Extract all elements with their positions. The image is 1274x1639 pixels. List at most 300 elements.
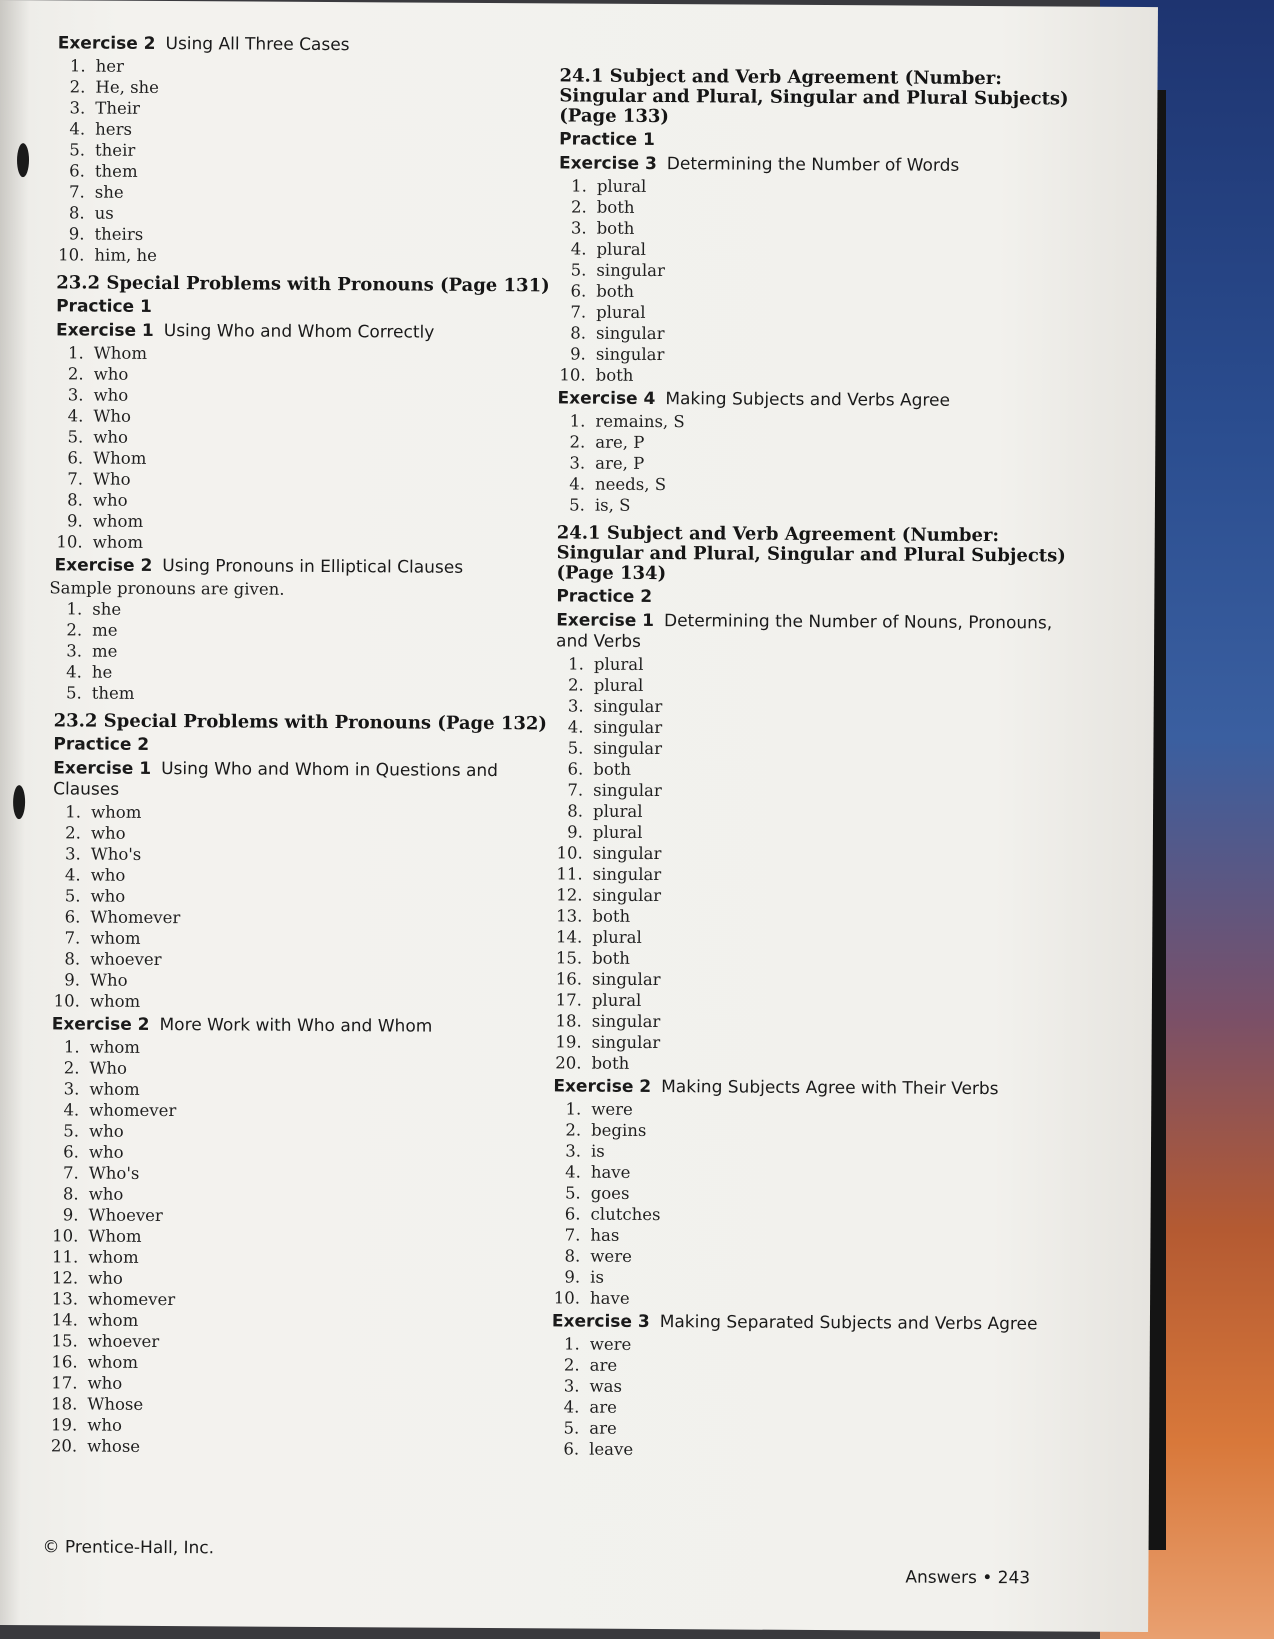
answer-number: 17. <box>555 990 582 1010</box>
answer-text: clutches <box>590 1204 661 1225</box>
answer-list <box>49 342 550 555</box>
answer-number: 6. <box>67 448 84 468</box>
answer-number: 8. <box>64 949 81 969</box>
answer-item <box>45 1120 545 1144</box>
exercise-number: Exercise 4 <box>557 388 656 410</box>
answer-item <box>47 801 547 825</box>
answer-text: both <box>596 281 635 301</box>
answer-number: 9. <box>567 822 583 842</box>
exercise-section <box>43 1014 546 1459</box>
answer-item <box>44 1309 544 1333</box>
answer-number: 4. <box>64 865 81 885</box>
answer-item <box>547 1203 1067 1227</box>
answer-number: 4. <box>67 406 84 426</box>
practice-heading: Practice 2 <box>53 734 150 755</box>
exercise-number: Exercise 2 <box>553 1076 652 1097</box>
answer-number: 1. <box>565 1099 582 1119</box>
exercise-title: Using Who and Whom in Questions and Clauses <box>53 758 499 800</box>
answer-text: whoever <box>87 1331 160 1351</box>
answer-text: has <box>590 1225 620 1245</box>
answer-number: 3. <box>64 844 81 864</box>
answer-number: 10. <box>56 532 83 552</box>
answer-text: whom <box>90 802 142 822</box>
answer-number: 14. <box>51 1310 78 1330</box>
answer-text: singular <box>596 260 665 281</box>
answer-number: 6. <box>563 1439 580 1459</box>
answer-item <box>48 682 548 706</box>
answer-text: Who <box>89 1058 128 1078</box>
answer-text: singular <box>595 344 665 365</box>
answer-text: both <box>592 906 631 926</box>
answer-text: have <box>590 1288 630 1308</box>
answer-item <box>46 948 546 972</box>
answer-item <box>43 1414 543 1438</box>
answer-list <box>50 55 551 268</box>
answer-item <box>552 364 1072 388</box>
exercise-title: More Work with Who and Whom <box>159 1014 433 1037</box>
answer-text: singular <box>592 843 662 864</box>
answer-text: whose <box>87 1436 141 1456</box>
exercise-section <box>552 66 1074 388</box>
answer-item <box>51 181 551 205</box>
answer-number: 1. <box>563 1334 580 1354</box>
answer-number: 1. <box>568 654 585 674</box>
answer-text: Whom <box>93 343 148 363</box>
answer-text: plural <box>593 654 644 674</box>
answer-number: 9. <box>564 1267 581 1287</box>
answer-number: 10. <box>559 365 586 385</box>
answer-item <box>51 202 551 226</box>
answer-list <box>46 801 547 1014</box>
answer-text: who <box>90 886 126 906</box>
answer-text: was <box>589 1376 623 1396</box>
answer-text: who <box>89 1121 124 1141</box>
answer-number: 2. <box>570 197 587 217</box>
exercise-heading <box>58 33 552 57</box>
answer-list <box>552 175 1073 388</box>
answer-text: needs, S <box>594 474 667 495</box>
answer-text: whoever <box>90 949 162 970</box>
answer-list <box>43 1036 546 1459</box>
section-heading: 23.2 Special Problems with Pronouns (Page 132) <box>53 710 548 735</box>
answer-item <box>44 1267 544 1291</box>
answer-text: theirs <box>94 224 144 244</box>
answer-number: 11. <box>556 864 583 884</box>
answer-item <box>45 1162 545 1186</box>
answer-item <box>44 1225 544 1249</box>
answer-number: 1. <box>65 802 82 822</box>
answer-text: plural <box>591 990 642 1010</box>
exercise-note: Sample pronouns are given. <box>49 578 285 599</box>
answer-number: 2. <box>565 1120 582 1140</box>
answer-number: 13. <box>51 1289 79 1309</box>
answer-text: plural <box>596 176 647 196</box>
answer-number: 11. <box>52 1247 79 1267</box>
answer-item <box>45 1099 545 1123</box>
answer-number: 4. <box>63 1100 80 1120</box>
answer-text: who <box>93 427 129 447</box>
exercise-number: Exercise 2 <box>54 555 153 576</box>
answer-text: singular <box>593 780 662 801</box>
answer-item <box>46 906 546 930</box>
answer-text: whom <box>92 511 144 531</box>
answer-item <box>48 661 548 685</box>
answer-number: 5. <box>570 260 587 280</box>
answer-item <box>43 1372 543 1396</box>
answer-text: plural <box>596 239 647 259</box>
answer-item <box>50 363 550 387</box>
exercise-heading <box>52 1014 546 1038</box>
answer-text: both <box>593 759 632 779</box>
answer-number: 12. <box>51 1268 79 1288</box>
answer-number: 8. <box>564 1246 581 1266</box>
answer-item <box>45 1057 545 1081</box>
exercise-title: Determining the Number of Nouns, Pronouns, and Verbs <box>556 611 1053 652</box>
answer-text: Whoever <box>88 1205 163 1226</box>
answer-text: are <box>589 1418 617 1438</box>
binder-hole <box>17 143 29 177</box>
answer-text: were <box>590 1246 632 1266</box>
exercise-number: Exercise 2 <box>57 33 156 54</box>
answer-number: 7. <box>63 1163 79 1183</box>
answer-text: whom <box>87 1310 139 1330</box>
answer-number: 12. <box>556 885 583 905</box>
answer-text: who <box>93 385 129 405</box>
answer-number: 5. <box>563 1418 580 1438</box>
answer-text: whom <box>87 1352 139 1372</box>
answer-number: 2. <box>67 364 84 384</box>
answer-text: them <box>94 161 138 181</box>
answer-item <box>49 468 549 492</box>
answer-number: 5. <box>63 1121 80 1141</box>
exercise-number: Exercise 1 <box>556 610 655 632</box>
exercise-heading <box>556 610 1070 655</box>
answer-text: singular <box>593 717 663 738</box>
answer-text: both <box>592 948 630 968</box>
answer-number: 18. <box>555 1011 582 1031</box>
answer-number: 9. <box>67 511 83 531</box>
answer-number: 5. <box>569 495 585 515</box>
answer-text: he <box>91 662 113 682</box>
answer-item <box>51 160 551 184</box>
answer-item <box>46 990 546 1014</box>
answer-item <box>50 244 550 268</box>
exercise-number: Exercise 2 <box>51 1014 150 1035</box>
answer-text: whom <box>90 928 141 948</box>
exercise-section <box>49 273 551 555</box>
answer-number: 3. <box>563 1376 580 1396</box>
exercise-section <box>545 1311 1066 1462</box>
answer-text: Who's <box>90 844 142 864</box>
answer-number: 2. <box>66 620 83 640</box>
answer-text: Who's <box>88 1163 140 1183</box>
answer-number: 10. <box>553 1288 581 1308</box>
answer-list <box>545 1333 1066 1462</box>
answer-text: is, S <box>594 495 631 515</box>
answer-text: who <box>88 1184 124 1204</box>
answer-number: 3. <box>66 641 83 661</box>
exercise-title: Using Who and Whom Correctly <box>163 321 435 343</box>
answer-number: 6. <box>564 1204 581 1224</box>
answer-text: singular <box>592 885 662 906</box>
exercise-title: Making Separated Subjects and Verbs Agree <box>659 1312 1038 1335</box>
practice-heading: Practice 2 <box>556 586 653 607</box>
exercise-heading <box>559 153 1073 177</box>
exercise-title: Using All Three Cases <box>165 34 350 56</box>
answer-text: singular <box>593 696 663 717</box>
exercise-heading <box>53 758 547 803</box>
answer-text: singular <box>593 738 663 759</box>
answer-text: them <box>91 683 135 703</box>
answer-number: 14. <box>555 927 583 947</box>
answer-item <box>49 447 549 471</box>
answer-text: plural <box>596 302 646 322</box>
answer-number: 9. <box>62 1205 79 1225</box>
answer-number: 4. <box>570 239 587 259</box>
answer-item <box>51 139 551 163</box>
answer-number: 2. <box>563 1355 580 1375</box>
answer-number: 2. <box>569 432 586 452</box>
answer-text: He, she <box>95 77 160 97</box>
answer-number: 5. <box>567 738 584 758</box>
answer-text: both <box>591 1053 630 1073</box>
answer-item <box>551 494 1071 518</box>
answer-number: 4. <box>66 662 82 682</box>
answer-text: goes <box>590 1183 630 1203</box>
answer-text: are, P <box>595 453 645 473</box>
answer-item <box>44 1246 544 1270</box>
practice-heading: Practice 1 <box>56 296 152 317</box>
answer-number: 2. <box>65 823 81 843</box>
answer-item <box>46 969 546 993</box>
answer-item <box>44 1288 544 1312</box>
answer-text: Whom <box>93 448 147 468</box>
answer-item <box>43 1393 543 1417</box>
answer-text: singular <box>592 864 662 885</box>
section-heading: 24.1 Subject and Verb Agreement (Number: Singular and Plural, Singular and Plural Subjects) (Page 134) <box>556 522 1066 585</box>
answer-item <box>44 1351 544 1375</box>
answer-text: both <box>596 218 635 238</box>
answer-number: 10. <box>58 245 85 265</box>
exercise-section <box>50 33 551 268</box>
answer-text: were <box>591 1099 633 1119</box>
answer-item <box>48 619 548 643</box>
answer-text: are <box>589 1355 618 1375</box>
exercise-heading <box>54 555 548 579</box>
exercise-title: Determining the Number of Words <box>666 154 960 176</box>
answer-number: 6. <box>570 281 587 301</box>
answer-number: 7. <box>64 928 81 948</box>
copyright-notice: © Prentice-Hall, Inc. <box>42 1537 215 1559</box>
answer-number: 6. <box>69 161 86 181</box>
answer-text: whom <box>89 991 141 1011</box>
page-number-label: Answers • 243 <box>905 1567 1031 1589</box>
answer-item <box>46 885 546 909</box>
answer-item <box>48 598 548 622</box>
answer-number: 1. <box>571 176 587 196</box>
answer-text: me <box>92 620 118 640</box>
answer-number: 2. <box>69 77 86 97</box>
exercise-title: Using Pronouns in Elliptical Clauses <box>162 556 464 578</box>
answer-item <box>547 1119 1067 1143</box>
answer-number: 5. <box>65 683 82 703</box>
answer-item <box>49 531 549 555</box>
answer-item <box>546 1333 1066 1357</box>
answer-text: Whomever <box>90 907 181 928</box>
answer-item <box>50 384 550 408</box>
answer-text: us <box>94 203 114 223</box>
answer-text: who <box>88 1142 124 1162</box>
answer-number: 13. <box>556 906 583 926</box>
answer-item <box>51 76 551 100</box>
answer-number: 16. <box>555 969 583 989</box>
answer-text: me <box>91 641 118 661</box>
answer-text: were <box>589 1334 632 1354</box>
answer-text: Their <box>95 98 140 118</box>
answer-number: 1. <box>66 599 83 619</box>
answer-number: 6. <box>567 759 584 779</box>
left-column <box>43 30 552 1459</box>
answer-text: singular <box>591 1032 661 1053</box>
answer-text: whom <box>89 1079 140 1099</box>
exercise-section <box>546 1076 1067 1311</box>
answer-item <box>49 489 549 513</box>
answer-text: who <box>87 1415 123 1435</box>
answer-text: who <box>90 823 126 843</box>
answer-number: 10. <box>556 843 583 863</box>
answer-item <box>43 1435 543 1459</box>
answer-item <box>51 97 551 121</box>
answer-text: whomever <box>88 1289 176 1310</box>
right-column <box>545 58 1074 1462</box>
answer-text: whom <box>88 1247 139 1267</box>
answer-text: plural <box>592 801 643 821</box>
answer-text: Whose <box>87 1394 144 1414</box>
answer-number: 17. <box>51 1373 78 1393</box>
exercise-section <box>551 388 1072 518</box>
answer-number: 6. <box>64 907 81 927</box>
answer-text: plural <box>593 675 644 695</box>
exercise-title: Making Subjects Agree with Their Verbs <box>661 1077 999 1100</box>
answer-item <box>48 640 548 664</box>
answer-text: are, P <box>595 432 645 452</box>
answer-number: 7. <box>69 182 85 202</box>
section-heading: 23.2 Special Problems with Pronouns (Page 131) <box>56 272 550 297</box>
answer-number: 2. <box>63 1058 80 1078</box>
answer-number: 15. <box>51 1331 78 1351</box>
answer-text: both <box>596 197 635 217</box>
answer-text: Who <box>93 406 132 426</box>
answer-number: 1. <box>69 56 86 76</box>
practice-heading: Practice 1 <box>559 129 655 151</box>
answer-item <box>45 1183 545 1207</box>
answer-number: 15. <box>555 948 583 968</box>
binder-hole <box>13 785 25 819</box>
exercise-number: Exercise 3 <box>551 1311 650 1332</box>
exercise-number: Exercise 3 <box>558 153 657 175</box>
answer-text: she <box>94 182 124 202</box>
answer-text: have <box>590 1162 631 1182</box>
answer-item <box>545 1438 1065 1462</box>
answer-text: singular <box>591 1011 661 1032</box>
answer-number: 3. <box>569 453 586 473</box>
answer-list <box>547 653 1070 1076</box>
answer-number: 7. <box>567 780 584 800</box>
answer-text: plural <box>592 822 643 842</box>
answer-number: 3. <box>69 98 86 118</box>
exercise-heading <box>558 388 1072 412</box>
exercise-heading <box>552 1311 1066 1335</box>
answer-number: 5. <box>64 886 81 906</box>
answer-item <box>46 927 546 951</box>
answer-item <box>50 342 550 366</box>
answer-item <box>52 55 552 79</box>
answer-number: 10. <box>53 991 80 1011</box>
answer-text: begins <box>591 1120 647 1140</box>
answer-number: 5. <box>67 427 84 447</box>
answer-number: 1. <box>68 343 84 363</box>
answer-text: who <box>90 865 126 885</box>
exercise-section <box>48 555 549 706</box>
answer-number: 3. <box>565 1141 582 1161</box>
answer-number: 8. <box>567 801 584 821</box>
answer-text: who <box>92 490 128 510</box>
answer-number: 3. <box>67 385 84 405</box>
answer-text: who <box>93 364 129 384</box>
answer-item <box>49 405 549 429</box>
answer-item <box>51 223 551 247</box>
answer-text: who <box>88 1268 123 1288</box>
answer-text: Who <box>89 970 128 990</box>
exercise-section <box>547 523 1070 1076</box>
answer-text: is <box>590 1141 605 1161</box>
answer-number: 7. <box>564 1225 581 1245</box>
answer-number: 19. <box>50 1415 78 1435</box>
answer-text: singular <box>595 323 665 344</box>
answer-number: 3. <box>63 1079 80 1099</box>
answer-item <box>45 1141 545 1165</box>
answer-number: 7. <box>67 469 84 489</box>
exercise-title: Making Subjects and Verbs Agree <box>665 389 951 411</box>
answer-number: 7. <box>570 302 587 322</box>
answer-number: 4. <box>563 1397 580 1417</box>
answer-item <box>44 1330 544 1354</box>
answer-text: their <box>95 140 136 160</box>
answer-text: she <box>92 599 122 619</box>
answer-list <box>546 1098 1067 1311</box>
answer-item <box>47 843 547 867</box>
answer-number: 4. <box>569 474 586 494</box>
answer-item <box>546 1287 1066 1311</box>
answer-number: 1. <box>63 1037 80 1057</box>
answer-item <box>49 426 549 450</box>
answer-item <box>51 118 551 142</box>
answer-text: is <box>590 1267 605 1287</box>
answer-number: 3. <box>570 218 587 238</box>
answer-number: 20. <box>50 1436 78 1456</box>
answer-text: whomever <box>89 1100 177 1121</box>
answer-number: 9. <box>68 224 85 244</box>
exercise-heading <box>56 320 550 344</box>
answer-number: 2. <box>568 675 584 695</box>
answer-text: singular <box>591 969 661 990</box>
answer-number: 6. <box>63 1142 80 1162</box>
answer-item <box>547 1052 1067 1076</box>
answer-number: 5. <box>564 1183 581 1203</box>
answer-text: whom <box>92 532 144 552</box>
answer-item <box>49 510 549 534</box>
answer-number: 20. <box>555 1053 582 1073</box>
